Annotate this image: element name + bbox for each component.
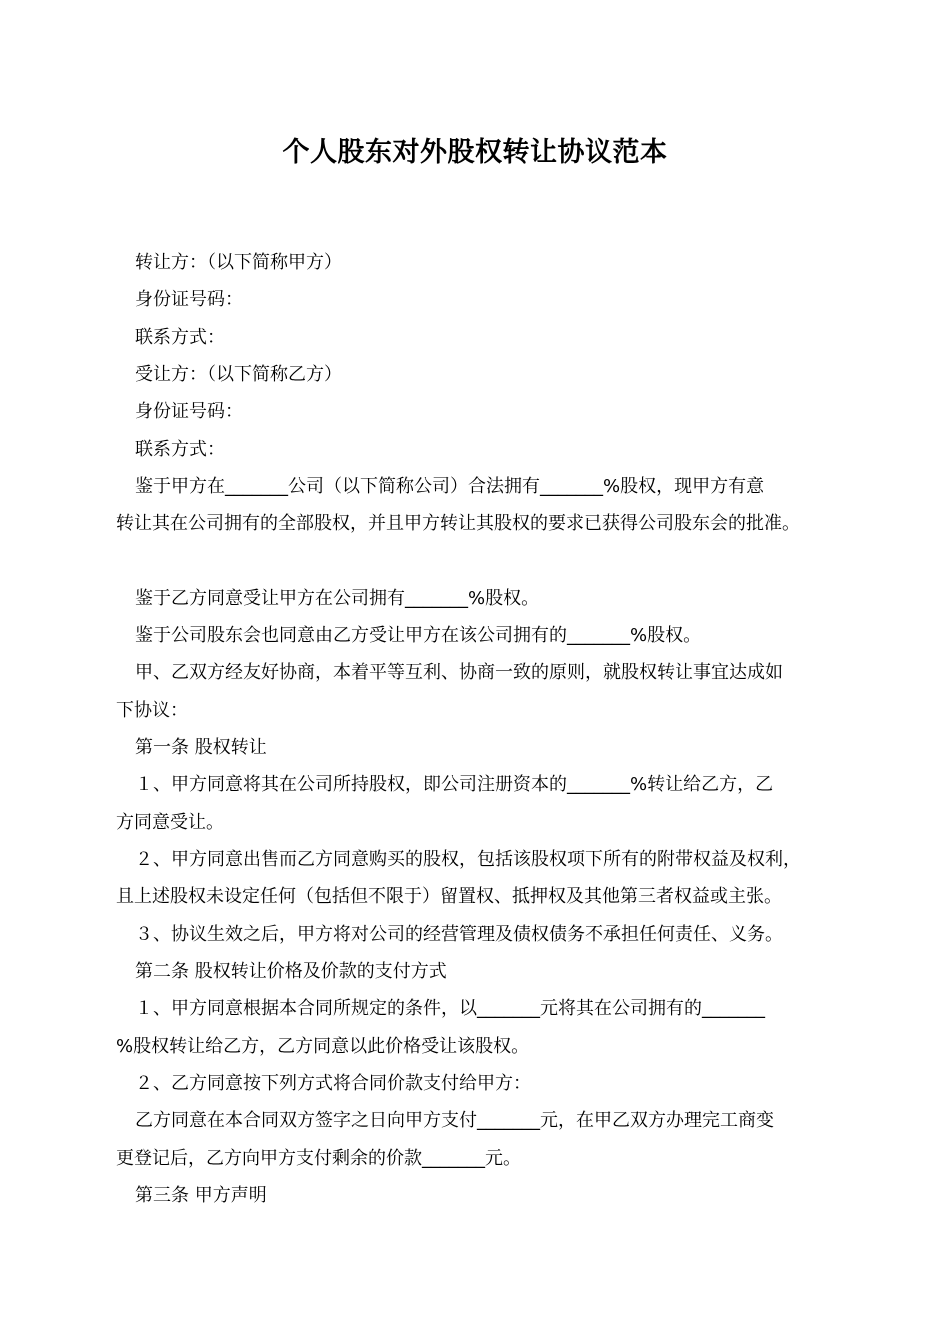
- document-title: 个人股东对外股权转让协议范本: [282, 137, 668, 168]
- recital-1-line-2: 转让其在公司拥有的全部股权，并且甲方转让其股权的要求已获得公司股东会的批准。: [116, 513, 800, 534]
- payment-terms-line-1: 乙方同意在本合同双方签字之日向甲方支付_______元，在甲乙双方办理完工商变: [135, 1110, 774, 1131]
- preamble-line-1: 甲、乙双方经友好协商，本着平等互利、协商一致的原则，就股权转让事宜达成如: [135, 662, 783, 683]
- transferor-id-line: 身份证号码：: [135, 289, 243, 310]
- article-2-clause-2-line: ２、乙方同意按下列方式将合同价款支付给甲方：: [135, 1073, 531, 1094]
- article-2-clause-1-line-1: １、甲方同意根据本合同所规定的条件，以_______元将其在公司拥有的_______: [135, 998, 765, 1019]
- recital-3-line: 鉴于公司股东会也同意由乙方受让甲方在该公司拥有的_______%股权。: [135, 625, 702, 646]
- transferor-contact-line: 联系方式：: [135, 327, 225, 348]
- article-2-clause-1-line-2: %股权转让给乙方，乙方同意以此价格受让该股权。: [116, 1036, 530, 1057]
- article-1-clause-2-line-2: 且上述股权未设定任何（包括但不限于）留置权、抵押权及其他第三者权益或主张。: [116, 886, 782, 907]
- article-1-clause-2-line-1: ２、甲方同意出售而乙方同意购买的股权，包括该股权项下所有的附带权益及权利，: [135, 849, 801, 870]
- recital-1-line-1: 鉴于甲方在_______公司（以下简称公司）合法拥有_______%股权，现甲方有意: [135, 476, 765, 497]
- transferee-contact-line: 联系方式：: [135, 439, 225, 460]
- article-3-heading: 第三条 甲方声明: [135, 1185, 267, 1206]
- recital-2-line: 鉴于乙方同意受让甲方在公司拥有_______%股权。: [135, 588, 540, 609]
- transferor-line: 转让方：（以下简称甲方）: [135, 252, 342, 273]
- article-1-clause-1-line-2: 方同意受让。: [116, 812, 224, 833]
- article-1-heading: 第一条 股权转让: [135, 737, 267, 758]
- transferee-line: 受让方：（以下简称乙方）: [135, 364, 342, 385]
- payment-terms-line-2: 更登记后，乙方向甲方支付剩余的价款_______元。: [116, 1148, 521, 1169]
- preamble-line-2: 下协议：: [116, 700, 188, 721]
- article-2-heading: 第二条 股权转让价格及价款的支付方式: [135, 961, 447, 982]
- transferee-id-line: 身份证号码：: [135, 401, 243, 422]
- article-1-clause-3-line: ３、协议生效之后，甲方将对公司的经营管理及债权债务不承担任何责任、义务。: [135, 924, 783, 945]
- article-1-clause-1-line-1: １、甲方同意将其在公司所持股权，即公司注册资本的_______%转让给乙方，乙: [135, 774, 774, 795]
